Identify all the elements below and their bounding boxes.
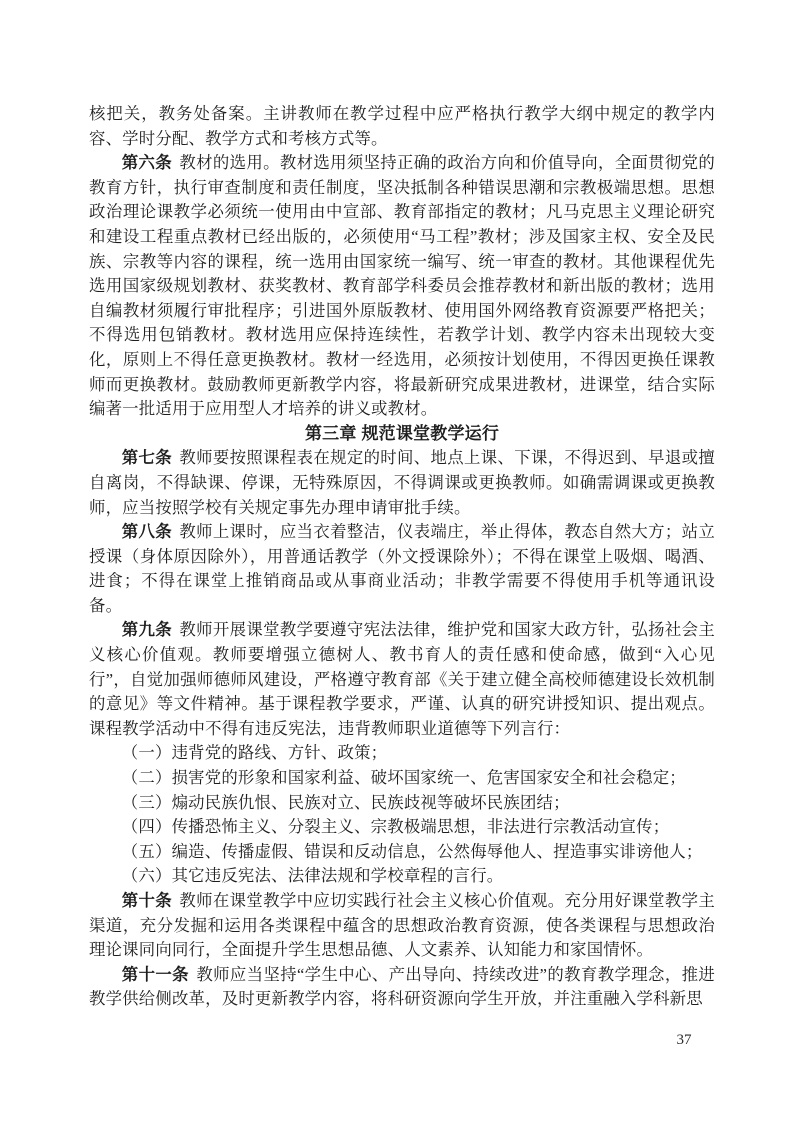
chapter-3-heading: 第三章 规范课堂教学运行 [304,423,500,443]
article-9-term: 第九条 [121,621,173,640]
paragraph-article-6 [89,151,715,422]
article-11-text: 教师应当坚持“学生中心、产出导向、持续改进”的教育教学理念，推进教学供给侧改革，及时更新教学内容，将科研资源向学生开放，并注重融入学科新思 [89,964,715,1009]
article-6-term: 第六条 [121,154,173,173]
page-number: 37 [676,1032,692,1048]
article-9-item-6: （六）其它违反宪法、法律法规和学校章程的言行。 [121,866,504,886]
article-11-term: 第十一条 [121,965,189,984]
paragraph-article-10 [89,889,715,963]
article-9-item-2: （二）损害党的形象和国家利益、破坏国家统一、危害国家安全和社会稳定； [121,768,686,788]
article-8-term: 第八条 [121,523,173,542]
article-6-text: 教材的选用。教材选用须坚持正确的政治方向和价值导向，全面贯彻党的教育方针，执行审查制度和责任制度，坚决抵制各种错误思潮和宗教极端思想。思想政治理论课教学必须统一使用由中宣部、教育部指定的教材；凡马克思主义理论研究和建设工程重点教材已经出版的，必须使用“马工程”教材；涉及国家主权、安全及民族、宗教等内容的课程，统一选用由国家统一编写、统一审查的教材。其他课程优先选用国家级规划教材、获奖教材、教育部学科委员会推荐教材和新出版的教材；选用自编教材须履行审批程序；引进国外原版教材、使用国外网络教育资源要严格把关；不得选用包销教材。教材选用应保持连续性，若教学计划、教学内容未出现较大变化，原则上不得任意更换教材。教材一经选用，必须按计划使用，不得因更换任课教师而更换教材。鼓励教师更新教学内容，将最新研究成果进教材，进课堂，结合实际编著一批适用于应用型人才培养的讲义或教材。 [89,153,715,419]
article-7-text: 教师要按照课程表在规定的时间、地点上课、下课，不得迟到、早退或擅自离岗，不得缺课、停课，无特殊原因，不得调课或更换教师。如确需调课或更换教师，应当按照学校有关规定事先办理申请审批手续。 [89,448,715,517]
paragraph-continuation: 核把关，教务处备案。主讲教师在教学过程中应严格执行教学大纲中规定的教学内容、学时分配、教学方式和考核方式等。 [89,104,715,148]
article-8-text: 教师上课时，应当衣着整洁，仪表端庄，举止得体，教态自然大方；站立授课（身体原因除外），用普通话教学（外文授课除外）；不得在课堂上吸烟、喝酒、进食；不得在课堂上推销商品或从事商业活动；非教学需要不得使用手机等通讯设备。 [89,522,715,615]
paragraph-article-7 [89,446,715,520]
article-9-item-1: （一）违背党的路线、方针、政策； [121,743,388,763]
article-9-item-5: （五）编造、传播虚假、错误和反动信息，公然侮辱他人、捏造事实诽谤他人； [121,841,703,861]
paragraph-article-8 [89,520,715,618]
paragraph-article-11 [89,963,715,1012]
article-10-term: 第十条 [121,892,173,910]
document-body [89,102,715,1012]
article-9-text: 教师开展课堂教学要遵守宪法法律，维护党和国家大政方针，弘扬社会主义核心价值观。教师要增强立德树人、教书育人的责任感和使命感，做到“入心见行”，自觉加强师德师风建设，严格遵守教育部《关于建立健全高校师德建设长效机制的意见》等文件精神。基于课程教学要求，严谨、认真的研究讲授知识、提出观点。课程教学活动中不得有违反宪法，违背教师职业道德等下列言行： [89,620,715,738]
paragraph-article-9 [89,618,715,741]
article-9-item-3: （三）煽动民族仇恨、民族对立、民族歧视等破坏民族团结； [121,792,570,812]
article-7-term: 第七条 [121,449,173,468]
article-9-item-4: （四）传播恐怖主义、分裂主义、宗教极端思想，非法进行宗教活动宣传； [121,817,670,837]
article-10-text: 教师在课堂教学中应切实践行社会主义核心价值观。充分用好课堂教学主渠道，充分发掘和运用各类课程中蕴含的思想政治教育资源，使各类课程与思想政治理论课同向同行，全面提升学生思想品德、人文素养、认知能力和家国情怀。 [89,891,715,960]
